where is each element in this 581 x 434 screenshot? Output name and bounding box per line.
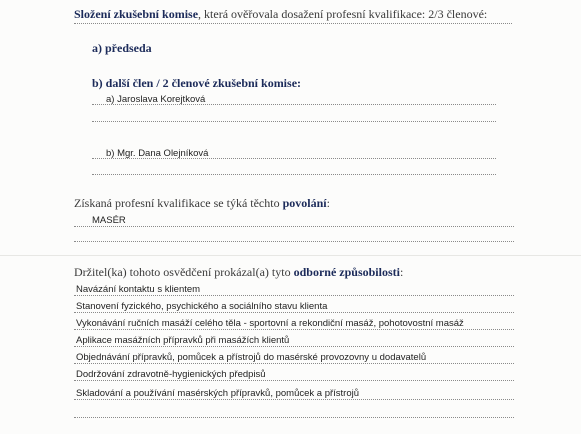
occupation-title-suffix: : [326,196,330,210]
member-2-line [92,158,496,159]
skills-title-bold: odborné způsobilosti [293,265,400,279]
scan-fold-line [0,255,581,256]
skill-item-6: Dodržování zdravotně-hygienických předpisů [76,369,266,380]
occupation-line [74,226,514,227]
skill-item-4: Aplikace masážních přípravků při masážích klientů [76,335,290,346]
skill-item-7: Skladování a používání masérských přípravků, pomůcek a přístrojů [76,388,360,399]
committee-title-bold: Složení zkušební komise [74,7,199,21]
skills-title-prefix: Držitel(ka) tohoto osvědčení prokázal(a) tyto [74,265,294,279]
skill-item-5: Objednávání přípravků, pomůcek a přístrojů do masérské provozovny u dodavatelů [76,352,427,363]
skill-line-5 [74,363,514,364]
occupation-title-prefix: Získaná profesní kvalifikace se týká těchto [74,196,283,210]
occupation-value: MASÉR [92,215,126,226]
member-1: a) Jaroslava Korejtková [106,94,206,105]
skill-line-2 [74,312,514,313]
skill-line-1 [74,295,514,296]
skill-item-1: Navázání kontaktu s klientem [76,284,201,295]
committee-title-rest: , která ověřovala dosažení profesní kvalifikace: 2/3 členové: [198,7,488,21]
member-2-line-2 [92,174,496,175]
committee-title [74,7,487,22]
skill-line-4 [74,346,514,347]
skill-line-7 [74,399,514,400]
skill-line-3 [74,329,514,330]
skill-line-8 [74,417,514,418]
skills-title-suffix: : [399,265,404,279]
member-1-line-2 [92,121,496,122]
committee-title-underline [74,23,512,24]
chair-label: a) předseda [92,41,152,55]
member-1-line [92,104,496,105]
skill-line-6 [74,380,514,381]
occupation-title-bold: povolání [282,196,327,210]
occupation-line-2 [74,241,514,242]
skills-title [74,265,403,280]
member-2: b) Mgr. Dana Olejníková [106,148,209,159]
skill-item-2: Stanovení fyzického, psychického a sociálního stavu klienta [76,301,328,312]
members-label: b) další člen / 2 členové zkušební komise: [92,76,302,90]
occupation-title [74,196,330,211]
skill-item-3: Vykonávání ručních masáží celého těla - sportovní a rekondiční masáž, pohotovostní masáž [76,318,464,329]
